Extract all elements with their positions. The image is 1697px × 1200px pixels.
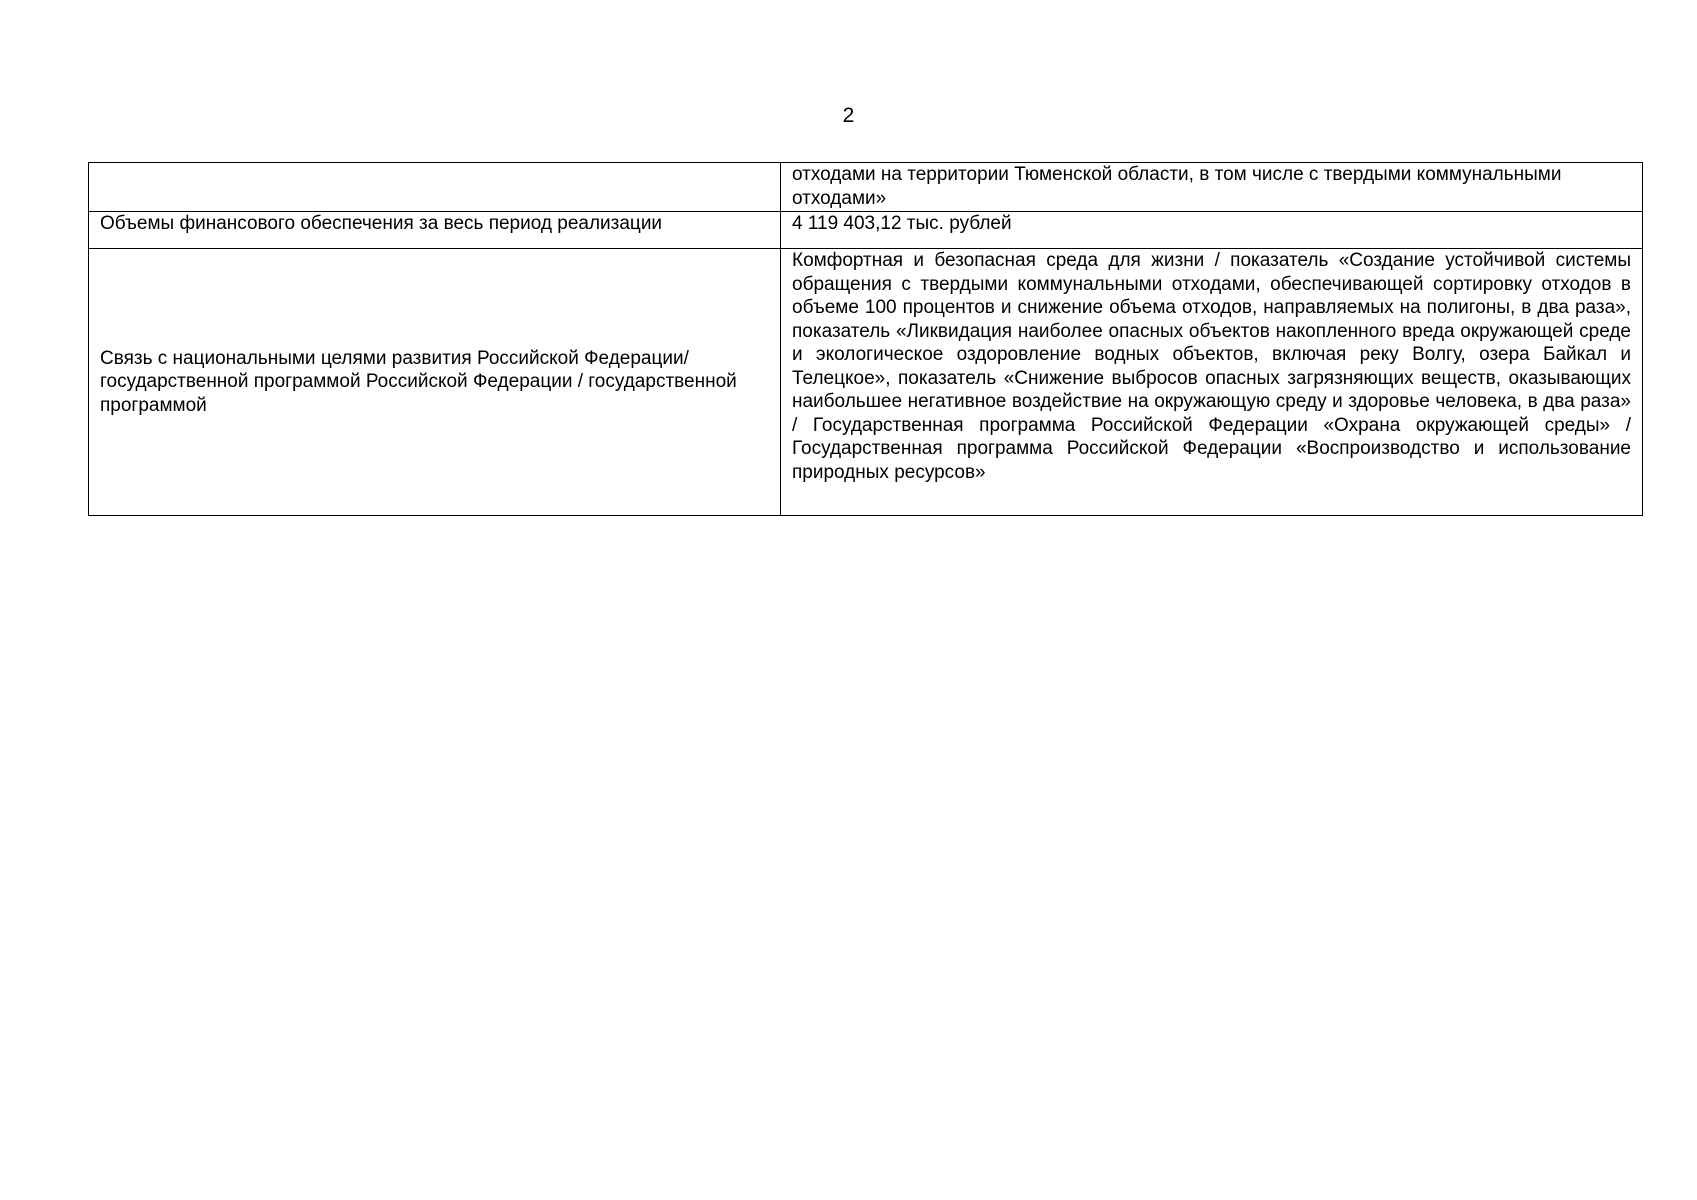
row-label (89, 163, 781, 212)
row-value-national-goals: Комфортная и безопасная среда для жизни / показатель «Создание устойчивой системы обращения с твердыми коммунальными отходами, обеспечивающей сортировку отходов в объеме 100 процентов и снижение объема отходов, направляемых на полигоны, в два раза», показатель «Ликвидация наиболее опасных объектов накопленного вреда окружающей среде и экологическое оздоровление водных объектов, включая реку Волгу, озера Байкал и Телецкое», показатель «Снижение выбросов опасных загрязняющих веществ, оказывающих наибольшее негативное воздействие на окружающую среду и здоровье человека, в два раза» / Государственная программа Российской Федерации «Охрана окружающей среды» / Государственная программа Российской Федерации «Воспроизводство и использование природных ресурсов» (781, 249, 1643, 516)
table-row (89, 163, 1643, 212)
row-value: отходами на территории Тюменской области, в том числе с твердыми коммунальными отходами» (781, 163, 1643, 212)
row-label-financing: Объемы финансового обеспечения за весь период реализации (89, 212, 781, 249)
row-value-financing: 4 119 403,12 тыс. рублей (781, 212, 1643, 249)
table-row (89, 212, 1643, 249)
passport-table (88, 162, 1643, 516)
table-row (89, 249, 1643, 516)
page-number: 2 (842, 104, 855, 127)
row-label-national-goals: Связь с национальными целями развития Российской Федерации/ государственной программой Российской Федерации / государственной программой (89, 249, 781, 516)
